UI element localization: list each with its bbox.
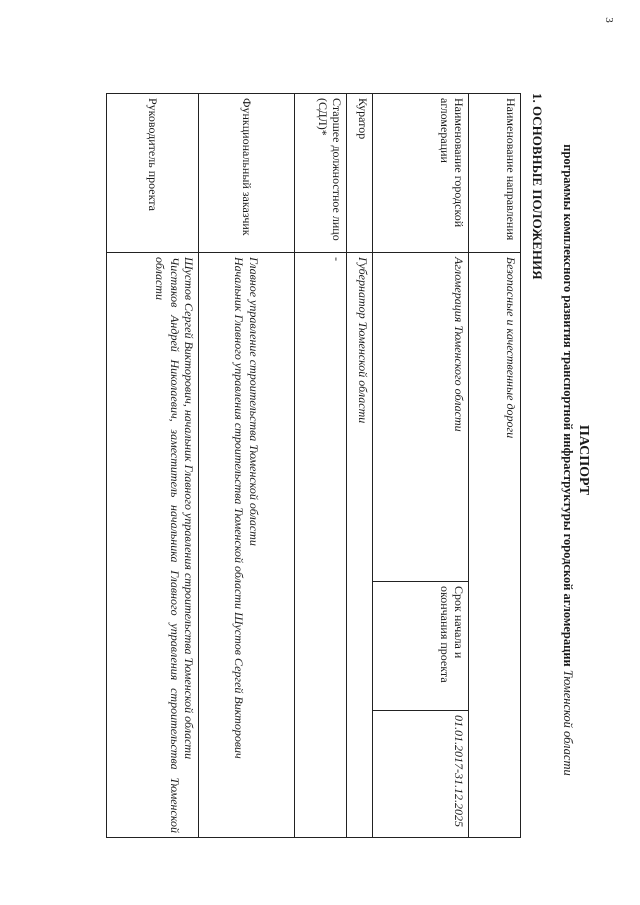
customer-line-2: Начальник Главного управления строительства Тюменской области Шустов Сергей Викторович	[232, 257, 247, 759]
senior-official-label: Старшее должностное лицо (СДЛ)*	[295, 94, 347, 253]
curator-label: Куратор	[347, 94, 373, 253]
document-title: ПАСПОРТ	[576, 424, 591, 496]
curator-value: Губернатор Тюменской области	[347, 253, 373, 838]
direction-label: Наименование направления	[469, 94, 521, 253]
rotated-document	[65, 60, 640, 860]
manager-line-1: Шустов Сергей Викторович, начальник Главного управления строительства Тюменской области	[182, 257, 196, 760]
direction-value: Безопасные и качественные дороги	[469, 253, 521, 838]
manager-value	[107, 253, 199, 838]
table-row	[469, 94, 521, 838]
term-label: Срок начала и окончания проекта	[373, 582, 469, 711]
main-provisions-table	[106, 93, 521, 838]
table-row	[347, 94, 373, 838]
customer-value	[199, 253, 295, 838]
table-row	[199, 94, 295, 838]
term-value: 01.01.2017-31.12.2025	[373, 711, 469, 838]
customer-label: Функциональный заказчик	[199, 94, 295, 253]
manager-line-2: Чистяков Андрей Николаевич, заместитель начальника Главного управления строительства Тюменской области	[153, 257, 182, 833]
table-row	[373, 94, 469, 838]
document-subtitle	[560, 60, 575, 860]
senior-official-value: -	[295, 253, 347, 838]
section-title: 1. ОСНОВНЫЕ ПОЛОЖЕНИЯ	[530, 93, 545, 280]
subtitle-bold: программы комплексного развития транспортной инфраструктуры городской агломерации	[561, 144, 575, 667]
customer-line-1: Главное управление строительства Тюменской области	[246, 257, 261, 546]
page-number: 3	[602, 17, 615, 23]
agglomeration-label: Наименование городской агломерации	[373, 94, 469, 253]
table-row	[295, 94, 347, 838]
table-row	[107, 94, 199, 838]
agglomeration-value: Агломерация Тюменского области	[373, 253, 469, 582]
subtitle-italic: Тюменской области	[561, 669, 575, 776]
manager-label: Руководитель проекта	[107, 94, 199, 253]
